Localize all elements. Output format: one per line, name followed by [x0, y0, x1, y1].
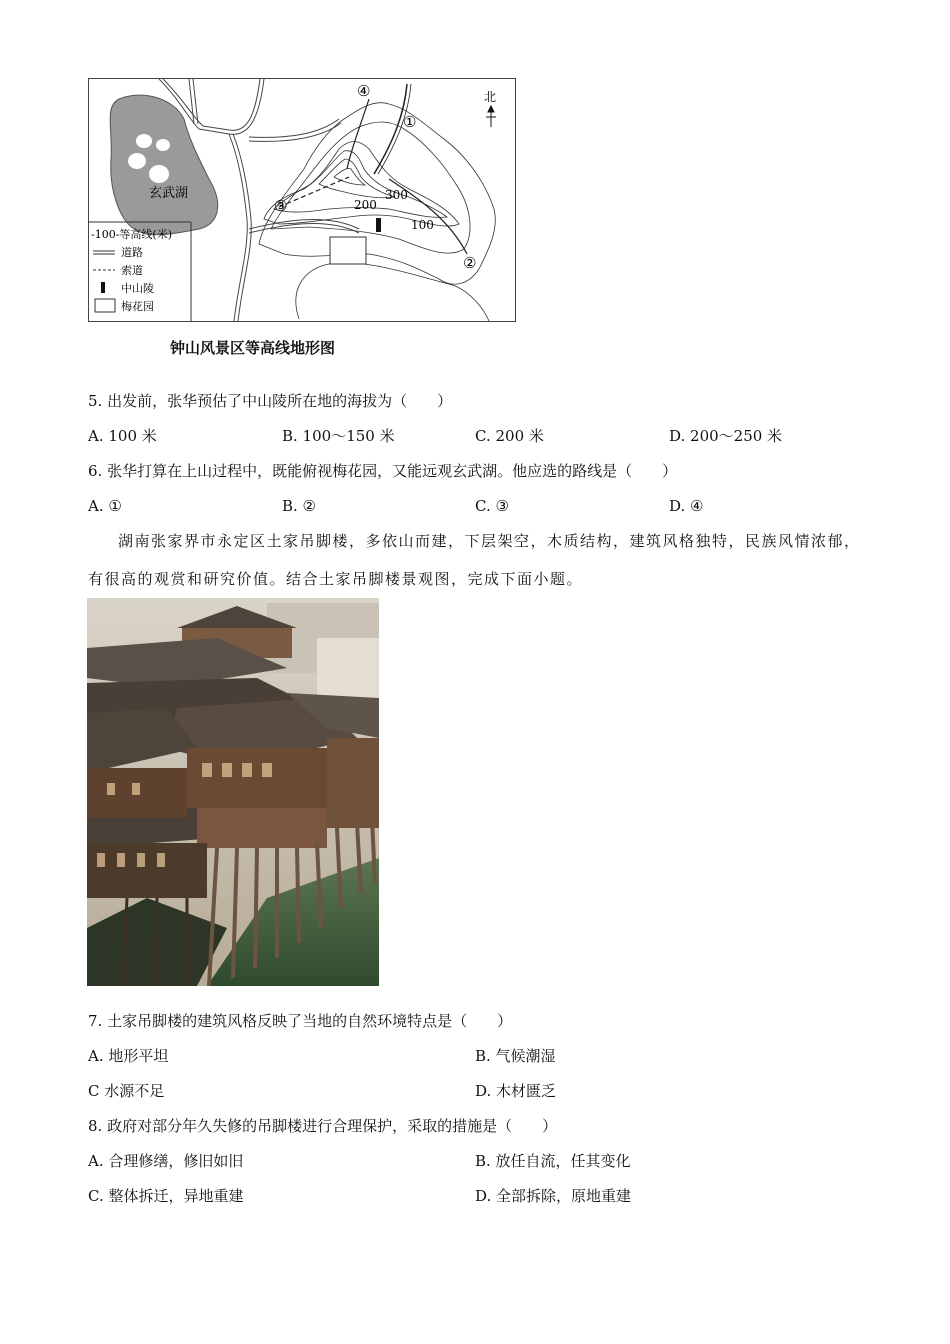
- legend-plum-garden-text: 梅花园: [121, 300, 154, 313]
- q8-option-a: A. 合理修缮，修旧如旧: [88, 1152, 244, 1170]
- legend-cableway-text: 索道: [121, 264, 143, 277]
- q5-option-b: B. 100～150 米: [282, 427, 395, 445]
- map-legend: [89, 222, 191, 321]
- route-marker-4: ④: [357, 82, 371, 100]
- route-4-road: [347, 99, 369, 169]
- contour-label-200: 200: [354, 198, 377, 212]
- north-label: 北: [484, 90, 497, 104]
- contour-label-100: 100: [411, 218, 434, 232]
- question-8-stem: 8. 政府对部分年久失修的吊脚楼进行合理保护，采取的措施是（ ）: [88, 1117, 558, 1135]
- q8-option-b: B. 放任自流，任其变化: [475, 1152, 631, 1170]
- q7-option-a: A. 地形平坦: [88, 1047, 169, 1065]
- contour-label-300: 300: [385, 188, 408, 202]
- north-arrow-icon: [486, 106, 496, 127]
- lake-label: 玄武湖: [149, 186, 189, 201]
- question-6-stem: 6. 张华打算在上山过程中，既能俯视梅花园，又能远观玄武湖。他应选的路线是（ ）: [88, 462, 678, 480]
- passage-line-2: 有很高的观赏和研究价值。结合土家吊脚楼景观图，完成下面小题。: [88, 570, 584, 588]
- route-marker-1: ①: [403, 113, 417, 131]
- map-caption: 钟山风景区等高线地形图: [170, 339, 336, 357]
- stilt-house-illustration: [87, 598, 379, 986]
- question-5-stem: 5. 出发前，张华预估了中山陵所在地的海拔为（ ）: [88, 392, 453, 410]
- route-marker-3: ③: [274, 197, 288, 215]
- q6-option-b: B. ②: [282, 497, 317, 515]
- q7-option-d: D. 木材匮乏: [475, 1082, 557, 1100]
- q8-option-d: D. 全部拆除，原地重建: [475, 1187, 632, 1205]
- q5-option-a: A. 100 米: [88, 427, 157, 445]
- route-marker-2: ②: [463, 254, 477, 272]
- q5-option-c: C. 200 米: [475, 427, 544, 445]
- mausoleum-legend-icon: [101, 282, 105, 293]
- xuanwu-lake-shape: [110, 95, 218, 235]
- passage-line-1: 湖南张家界市永定区土家吊脚楼，多依山而建，下层架空，木质结构，建筑风格独特，民族风情浓郁，: [118, 532, 861, 550]
- q6-option-c: C. ③: [475, 497, 509, 515]
- q6-option-a: A. ①: [88, 497, 122, 515]
- legend-road-text: 道路: [121, 246, 143, 259]
- legend-contour-text: -100-等高线(米): [91, 228, 173, 241]
- plum-garden-legend-icon: [95, 299, 115, 312]
- plum-garden-icon: [330, 237, 366, 264]
- stilt-house-photo: [87, 598, 379, 986]
- passage-block: [88, 522, 878, 598]
- q8-option-c: C. 整体拆迁，异地重建: [88, 1187, 244, 1205]
- legend-mausoleum-text: 中山陵: [121, 282, 154, 295]
- q5-option-d: D. 200～250 米: [669, 427, 783, 445]
- contour-map-svg: [89, 79, 515, 321]
- mausoleum-icon: [376, 218, 381, 232]
- q7-option-b: B. 气候潮湿: [475, 1047, 556, 1065]
- q6-option-d: D. ④: [669, 497, 704, 515]
- question-7-stem: 7. 土家吊脚楼的建筑风格反映了当地的自然环境特点是（ ）: [88, 1012, 513, 1030]
- contour-map-figure: [88, 78, 516, 322]
- q7-option-c: C 水源不足: [88, 1082, 165, 1100]
